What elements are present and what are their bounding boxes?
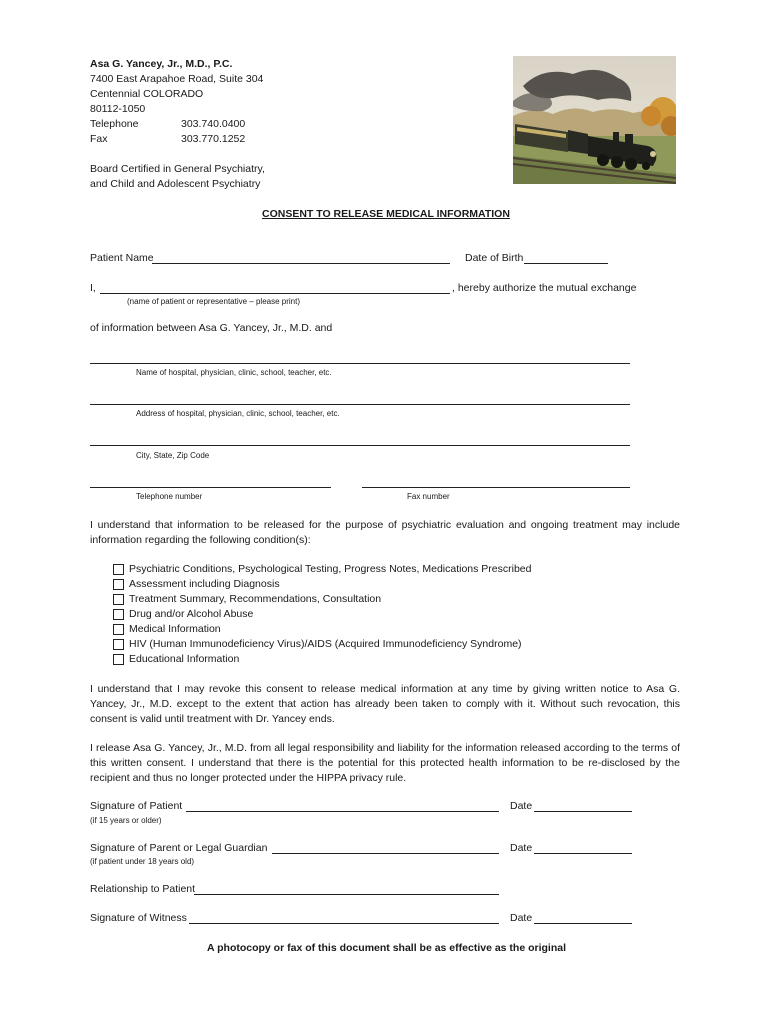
recipient-name-field[interactable]	[90, 363, 630, 364]
certification-line-1: Board Certified in General Psychiatry,	[90, 163, 265, 175]
relationship-label: Relationship to Patient	[90, 883, 196, 895]
checkbox[interactable]	[113, 564, 124, 575]
form-title: CONSENT TO RELEASE MEDICAL INFORMATION	[262, 208, 510, 220]
address-line-1: 7400 East Arapahoe Road, Suite 304	[90, 73, 264, 85]
date-label: Date	[510, 912, 533, 924]
sig-witness-date-field[interactable]	[534, 923, 632, 924]
recipient-address-field[interactable]	[90, 404, 630, 405]
condition-label: Psychiatric Conditions, Psychological Testing, Progress Notes, Medications Prescribed	[129, 563, 532, 575]
sig-patient-date-field[interactable]	[534, 811, 632, 812]
zip-code: 80112-1050	[90, 103, 146, 115]
sig-guardian-hint: (if patient under 18 years old)	[90, 857, 195, 866]
condition-label: Medical Information	[129, 623, 221, 635]
date-label: Date	[510, 842, 533, 854]
sig-patient-hint: (if 15 years or older)	[90, 816, 162, 825]
sig-patient-field[interactable]	[186, 811, 499, 812]
dob-label: Date of Birth	[465, 252, 524, 264]
condition-label: HIV (Human Immunodeficiency Virus)/AIDS (Acquired Immunodeficiency Syndrome)	[129, 638, 522, 650]
condition-item[interactable]	[113, 637, 522, 651]
recipient-city-hint: City, State, Zip Code	[136, 451, 210, 460]
condition-label: Assessment including Diagnosis	[129, 578, 280, 590]
footer-note: A photocopy or fax of this document shall be as effective as the original	[207, 942, 567, 954]
recipient-city-field[interactable]	[90, 445, 630, 446]
dob-field[interactable]	[524, 263, 608, 264]
recipient-fax-hint: Fax number	[407, 492, 450, 501]
i-label: I,	[90, 282, 96, 294]
patient-name-field[interactable]	[152, 263, 450, 264]
sig-guardian-label: Signature of Parent or Legal Guardian	[90, 842, 268, 854]
sig-patient-label: Signature of Patient	[90, 800, 183, 812]
authorize-text: , hereby authorize the mutual exchange	[452, 282, 637, 294]
checkbox[interactable]	[113, 624, 124, 635]
patient-name-label: Patient Name	[90, 252, 154, 264]
fax-label: Fax	[90, 133, 108, 145]
revoke-paragraph: I understand that I may revoke this consent to release medical information at any time by giving written notice to Asa G. Yancey, Jr., M.D. except to the extent that action has already been taken to comply with it. Without such revocation, this consent is valid until treatment with Dr. Yancey ends.	[90, 683, 680, 725]
telephone-value: 303.740.0400	[181, 118, 246, 130]
condition-item[interactable]	[113, 577, 280, 591]
sig-guardian-date-field[interactable]	[534, 853, 632, 854]
sig-witness-label: Signature of Witness	[90, 912, 187, 924]
recipient-name-hint: Name of hospital, physician, clinic, school, teacher, etc.	[136, 368, 332, 377]
sig-witness-field[interactable]	[189, 923, 499, 924]
purpose-paragraph: I understand that information to be released for the purpose of psychiatric evaluation and ongoing treatment may include information regarding the following condition(s):	[90, 519, 680, 546]
condition-item[interactable]	[113, 622, 221, 636]
condition-label: Treatment Summary, Recommendations, Consultation	[129, 593, 382, 605]
recipient-fax-field[interactable]	[362, 487, 630, 488]
condition-item[interactable]	[113, 652, 239, 666]
certification-line-2: and Child and Adolescent Psychiatry	[90, 178, 261, 190]
recipient-address-hint: Address of hospital, physician, clinic, school, teacher, etc.	[136, 409, 340, 418]
checkbox[interactable]	[113, 654, 124, 665]
condition-item[interactable]	[113, 592, 381, 606]
checkbox[interactable]	[113, 609, 124, 620]
checkbox[interactable]	[113, 594, 124, 605]
steam-train-painting	[513, 56, 676, 184]
condition-label: Educational Information	[129, 653, 240, 665]
telephone-label: Telephone	[90, 118, 139, 130]
name-hint: (name of patient or representative – please print)	[127, 297, 300, 306]
authorizer-name-field[interactable]	[100, 293, 450, 294]
fax-value: 303.770.1252	[181, 133, 246, 145]
release-paragraph: I release Asa G. Yancey, Jr., M.D. from all legal responsibility and liability for the information released according to the terms of this written consent. I understand that there is the potential for this protected health information to be re-disclosed by the recipient and thus no longer protected under the HIPPA privacy rule.	[90, 742, 680, 784]
recipient-telephone-hint: Telephone number	[136, 492, 203, 501]
date-label: Date	[510, 800, 533, 812]
condition-label: Drug and/or Alcohol Abuse	[129, 608, 254, 620]
address-line-2: Centennial COLORADO	[90, 88, 204, 100]
exchange-text: of information between Asa G. Yancey, Jr., M.D. and	[90, 322, 333, 334]
checkbox[interactable]	[113, 579, 124, 590]
relationship-field[interactable]	[194, 894, 499, 895]
sig-guardian-field[interactable]	[272, 853, 499, 854]
condition-item[interactable]	[113, 562, 532, 576]
checkbox[interactable]	[113, 639, 124, 650]
condition-item[interactable]	[113, 607, 253, 621]
recipient-telephone-field[interactable]	[90, 487, 331, 488]
practice-name: Asa G. Yancey, Jr., M.D., P.C.	[90, 58, 233, 70]
